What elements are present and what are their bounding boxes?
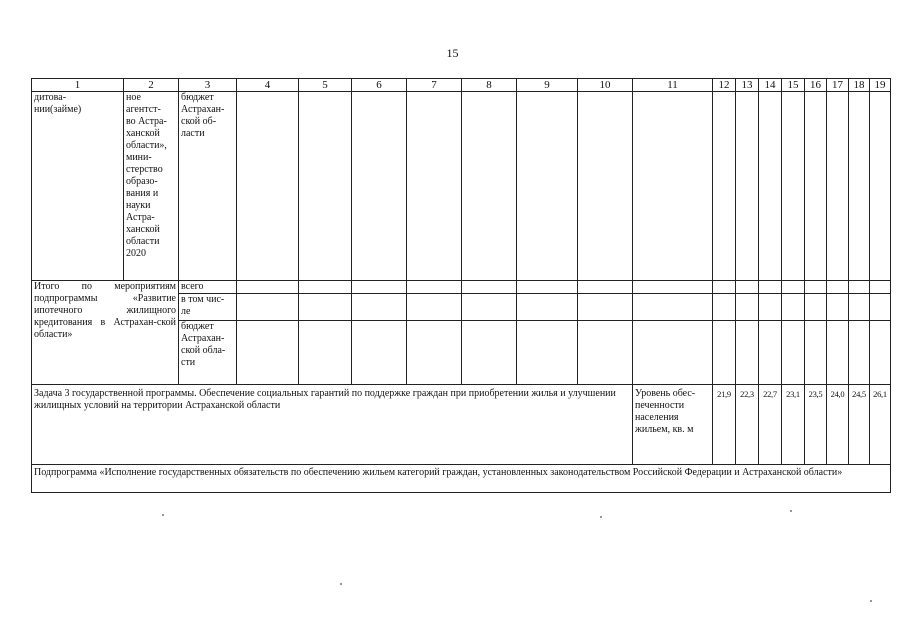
empty-cell: [849, 281, 870, 294]
indicator-value-text: 22,3: [740, 389, 754, 399]
executor-cell: [124, 92, 179, 281]
empty-cell: [517, 92, 578, 281]
empty-cell: [633, 92, 713, 281]
indicator-value-text: 26,1: [873, 389, 887, 399]
scan-speck: [790, 510, 792, 512]
empty-cell: [578, 321, 633, 385]
empty-cell: [713, 294, 736, 321]
subprogram-title: Подпрограмма «Исполнение государственных обязательств по обеспечению жильем категорий граждан, установленных законодательством Российской Федерации и Астраханской области»: [34, 467, 843, 478]
column-number: 19: [870, 79, 891, 92]
indicator-cell: [633, 385, 713, 465]
empty-cell: [578, 92, 633, 281]
column-number: 16: [805, 79, 827, 92]
empty-cell: [237, 321, 299, 385]
column-number: 15: [782, 79, 805, 92]
empty-cell: [352, 321, 407, 385]
column-number: 5: [299, 79, 352, 92]
empty-cell: [827, 321, 849, 385]
empty-cell: [805, 294, 827, 321]
empty-cell: [870, 281, 891, 294]
column-number: 1: [32, 79, 124, 92]
empty-cell: [237, 281, 299, 294]
column-number: 14: [759, 79, 782, 92]
empty-cell: [578, 294, 633, 321]
empty-cell: [407, 321, 462, 385]
column-number: 8: [462, 79, 517, 92]
empty-cell: [870, 294, 891, 321]
empty-cell: [713, 92, 736, 281]
funding-source: бюджет Астрахан- ской об- ласти: [181, 92, 225, 139]
scan-speck: [870, 600, 872, 602]
scan-speck: [162, 514, 164, 516]
measure-row: [32, 92, 891, 281]
empty-cell: [759, 321, 782, 385]
empty-cell: [805, 92, 827, 281]
empty-cell: [736, 92, 759, 281]
empty-cell: [759, 92, 782, 281]
indicator-value-text: 23,5: [808, 389, 823, 399]
empty-cell: [352, 92, 407, 281]
empty-cell: [517, 281, 578, 294]
empty-cell: [633, 294, 713, 321]
itogo-row-all: [32, 281, 891, 294]
itogo-sub-cell: [179, 321, 237, 385]
empty-cell: [462, 294, 517, 321]
column-number: 3: [179, 79, 237, 92]
empty-cell: [352, 281, 407, 294]
itogo-label-cell: [32, 281, 179, 385]
column-number: 17: [827, 79, 849, 92]
empty-cell: [782, 321, 805, 385]
empty-cell: [462, 281, 517, 294]
empty-cell: [462, 321, 517, 385]
indicator-value: [782, 385, 805, 465]
empty-cell: [237, 92, 299, 281]
empty-cell: [805, 321, 827, 385]
empty-cell: [849, 321, 870, 385]
indicator-value: [849, 385, 870, 465]
itogo-sub-cell: [179, 281, 237, 294]
empty-cell: [827, 294, 849, 321]
empty-cell: [713, 321, 736, 385]
indicator-value: [870, 385, 891, 465]
empty-cell: [407, 281, 462, 294]
empty-cell: [736, 294, 759, 321]
empty-cell: [578, 281, 633, 294]
itogo-sub-cell: [179, 294, 237, 321]
indicator-value-text: 21,9: [717, 389, 731, 399]
indicator-value: [827, 385, 849, 465]
task3-row: [32, 385, 891, 465]
empty-cell: [407, 294, 462, 321]
itogo-budget-label: бюджет Астрахан- ской обла- сти: [181, 321, 226, 368]
column-number: 18: [849, 79, 870, 92]
executor-text: ное агентст- во Астра- ханской области», мини- стерство образо- вания и науки Астра- ханской области 2020: [126, 92, 167, 259]
empty-cell: [849, 92, 870, 281]
page-number: 15: [446, 46, 459, 60]
measure-name-cell: [32, 92, 124, 281]
column-number: 7: [407, 79, 462, 92]
column-number: 11: [633, 79, 713, 92]
empty-cell: [782, 281, 805, 294]
itogo-including-label: в том чис- ле: [181, 294, 225, 317]
program-table: [31, 78, 891, 493]
empty-cell: [299, 281, 352, 294]
empty-cell: [870, 92, 891, 281]
empty-cell: [827, 92, 849, 281]
empty-cell: [352, 294, 407, 321]
empty-cell: [407, 92, 462, 281]
empty-cell: [849, 294, 870, 321]
empty-cell: [782, 294, 805, 321]
itogo-total-label: всего: [181, 281, 204, 292]
empty-cell: [870, 321, 891, 385]
empty-cell: [517, 321, 578, 385]
task3-cell: [32, 385, 633, 465]
task3-indicator: Уровень обес- печенности населения жильем, кв. м: [635, 388, 696, 435]
indicator-value: [759, 385, 782, 465]
empty-cell: [759, 294, 782, 321]
funding-source-cell: [179, 92, 237, 281]
indicator-value-text: 23,1: [786, 389, 800, 399]
column-number: 10: [578, 79, 633, 92]
column-number: 4: [237, 79, 299, 92]
indicator-value-text: 24,5: [852, 389, 866, 399]
indicator-value: [736, 385, 759, 465]
subprogram-row: [32, 465, 891, 493]
empty-cell: [237, 294, 299, 321]
empty-cell: [736, 321, 759, 385]
empty-cell: [736, 281, 759, 294]
measure-name: дитова- нии(займе): [34, 92, 82, 115]
scan-speck: [600, 516, 602, 518]
column-number: 6: [352, 79, 407, 92]
indicator-value-text: 22,7: [763, 389, 777, 399]
column-number: 2: [124, 79, 179, 92]
empty-cell: [462, 92, 517, 281]
empty-cell: [827, 281, 849, 294]
column-number: 13: [736, 79, 759, 92]
empty-cell: [805, 281, 827, 294]
empty-cell: [713, 281, 736, 294]
subprogram-cell: [32, 465, 891, 493]
empty-cell: [299, 92, 352, 281]
task3-text: Задача 3 государственной программы. Обеспечение социальных гарантий по поддержке граждан при приобретении жилья и улучшении жилищных условий на территории Астраханской области: [34, 388, 616, 411]
column-number: 9: [517, 79, 578, 92]
itogo-label: Итого по мероприятиям подпрограммы «Развитие ипотечного жилищного кредитования в Астрахан-ской области»: [34, 281, 176, 340]
empty-cell: [633, 321, 713, 385]
indicator-value: [805, 385, 827, 465]
empty-cell: [782, 92, 805, 281]
indicator-value: [713, 385, 736, 465]
empty-cell: [517, 294, 578, 321]
empty-cell: [299, 294, 352, 321]
indicator-value-text: 24,0: [830, 389, 845, 399]
empty-cell: [633, 281, 713, 294]
empty-cell: [759, 281, 782, 294]
column-number-row: [32, 79, 891, 92]
scan-speck: [340, 583, 342, 585]
empty-cell: [299, 321, 352, 385]
column-number: 12: [713, 79, 736, 92]
